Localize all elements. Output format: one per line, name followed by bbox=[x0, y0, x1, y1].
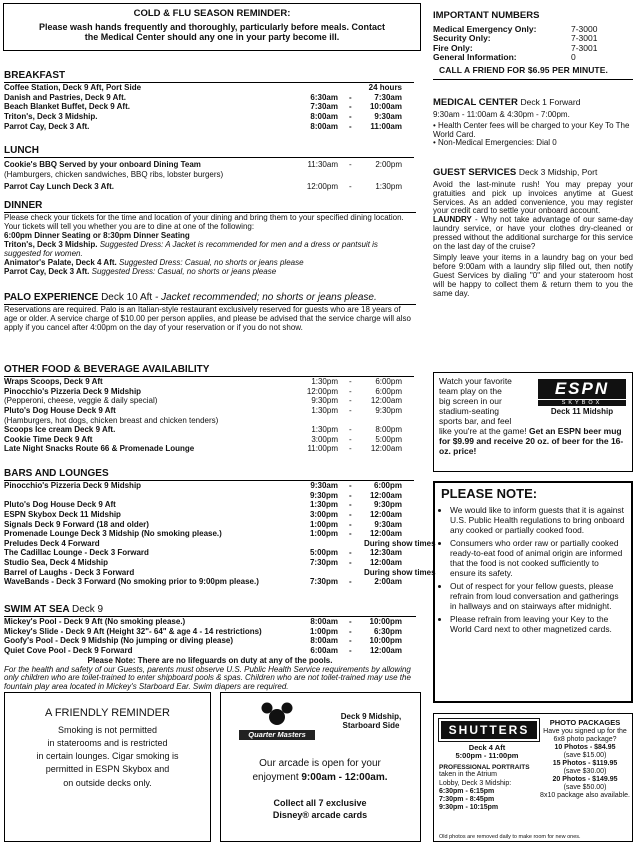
arcade-box bbox=[220, 692, 421, 842]
row-end-time: 6:00pm bbox=[375, 386, 402, 396]
guest-heading bbox=[433, 168, 633, 179]
row-end-time: 10:00pm bbox=[369, 617, 402, 627]
portraits-times bbox=[439, 788, 539, 812]
other-food-section bbox=[4, 364, 414, 455]
row-dash: - bbox=[349, 92, 352, 102]
lunch-start: 11:30am bbox=[307, 160, 338, 170]
guest-laundry bbox=[433, 216, 633, 252]
schedule-row bbox=[4, 123, 414, 133]
row-dash: - bbox=[349, 405, 352, 415]
lunch-heading: LUNCH bbox=[4, 145, 414, 158]
guest-p3: Simply leave your items in a laundry bag on your bed before 9:00am with a laundry slip filled out, then notify Guest Services by dialing "0" and your stateroom host will be happy to collect them & return them to you the same day. bbox=[433, 253, 633, 299]
palo-section bbox=[4, 292, 416, 333]
schedule-row bbox=[4, 578, 414, 588]
mickey-icon bbox=[257, 701, 297, 729]
row-dash: - bbox=[349, 636, 352, 646]
arcade-hours bbox=[221, 757, 419, 784]
friendly-line: in staterooms and is restricted bbox=[47, 738, 168, 749]
row-end-time: 6:00pm bbox=[375, 377, 402, 387]
shutters-old: Old photos are removed daily to make room for new ones. bbox=[439, 834, 581, 840]
laundry-text: - Why not take advantage of our same-day laundry service, or have your clothes dry-cleaned or pressed without the additional surcharge for this service on the last day of the cruise? bbox=[433, 215, 633, 252]
row-dash: - bbox=[349, 617, 352, 627]
row-name: Goofy's Pool - Deck 9 Midship (No jumping or diving please) bbox=[4, 636, 234, 646]
bars-rows bbox=[4, 481, 436, 588]
row-end-time: 5:00pm bbox=[375, 434, 402, 444]
row-end-time: 6:30pm bbox=[373, 626, 402, 636]
palo-deck: Deck 10 Aft bbox=[101, 292, 153, 303]
row-dash: - bbox=[349, 557, 352, 567]
number-value: 0 bbox=[571, 52, 576, 63]
row-end-time: 12:00am bbox=[369, 529, 402, 539]
row-name: WaveBands - Deck 3 Forward (No smoking prior to 9:00pm please.) bbox=[4, 577, 259, 587]
portrait-time: 7:30pm - 8:45pm bbox=[439, 795, 495, 803]
friendly-lines bbox=[5, 724, 210, 789]
row-start-time: 9:30pm bbox=[309, 490, 338, 500]
espn-logo bbox=[538, 379, 626, 417]
row-end-time: 12:00am bbox=[369, 557, 402, 567]
row-start-time: 8:00am bbox=[310, 111, 338, 121]
espn-box bbox=[433, 372, 633, 472]
espn-caption: Deck 11 Midship bbox=[550, 407, 614, 417]
number-label: Security Only: bbox=[433, 33, 491, 44]
dinner-seating: 6:00pm Dinner Seating or 8:30pm Dinner Seating bbox=[4, 231, 190, 241]
row-start-time: 7:30pm bbox=[309, 577, 338, 587]
row-name: Pluto's Dog House Deck 9 Aft bbox=[4, 405, 116, 415]
row-name: Danish and Pastries, Deck 9 Aft. bbox=[4, 92, 126, 102]
espn-lines bbox=[439, 376, 535, 426]
row-name: Wraps Scoops, Deck 9 Aft bbox=[4, 377, 103, 387]
number-row bbox=[433, 53, 633, 63]
cold-flu-reminder bbox=[3, 3, 421, 51]
row-name: Pinocchio's Pizzeria Deck 9 Midship bbox=[4, 386, 142, 396]
guest-p1: Avoid the last-minute rush! You may prepay your gratuities and pick up invoices anytime at Guest Services. As an added convenience, you may register your credit card to settle your onboard account. bbox=[433, 179, 633, 216]
arcade-collect1: Collect all 7 exclusive bbox=[273, 798, 367, 808]
reminder-title: COLD & FLU SEASON REMINDER: bbox=[133, 8, 291, 19]
row-end-time: During show times bbox=[364, 538, 436, 548]
row-start-time: 8:00am bbox=[310, 636, 338, 646]
row-dash: - bbox=[349, 386, 352, 396]
breakfast-section bbox=[4, 70, 414, 132]
row-end-time: 11:00am bbox=[370, 121, 402, 131]
medical-center bbox=[433, 98, 633, 148]
row-dash: - bbox=[349, 481, 352, 491]
important-rows bbox=[433, 25, 633, 63]
medical-heading bbox=[433, 98, 633, 109]
guest-title: GUEST SERVICES bbox=[433, 167, 517, 178]
note-item: • Out of respect for your fellow guests, please refrain from loud conversation and gatherings in hallways and on stairways after midnight. bbox=[450, 581, 625, 611]
espn-line: stadium-seating bbox=[439, 406, 500, 417]
friendly-line: on outside decks only. bbox=[63, 777, 152, 788]
package-price: 20 Photos - $149.95 bbox=[552, 775, 618, 783]
row-dash: - bbox=[349, 645, 352, 655]
lunch-sub-text: (Hamburgers, chicken sandwiches, BBQ ribs, lobster burgers) bbox=[4, 169, 224, 179]
reminder-line2: the Medical Center should any one in your party become ill. bbox=[84, 31, 340, 42]
number-label: General Information: bbox=[433, 52, 517, 63]
schedule-row bbox=[4, 482, 414, 492]
palo-note: - Jacket recommended; no shorts or jeans please. bbox=[154, 292, 377, 303]
lunch-name: Cookie's BBQ Served by your onboard Dining Team bbox=[4, 160, 201, 170]
row-end-time: 12:00am bbox=[370, 396, 402, 406]
row-name: Mickey's Slide - Deck 9 Aft (Height 32"- 64" & age 4 - 14 restrictions) bbox=[4, 626, 262, 636]
dinner-section bbox=[4, 200, 416, 277]
lunch-dash: - bbox=[349, 182, 352, 192]
arcade-location1: Deck 9 Midship, bbox=[340, 712, 402, 721]
espn-logo-text: ESPN bbox=[538, 379, 626, 399]
shutters-portraits bbox=[439, 764, 539, 812]
row-name: Promenade Lounge Deck 3 Midship (No smoking please.) bbox=[4, 529, 222, 539]
note-item: • We would like to inform guests that it is against U.S. Public Health regulations to bring onboard any cooked or partially cooked food. bbox=[450, 505, 625, 535]
row-start-time: 9:30am bbox=[310, 481, 338, 491]
row-end-time: 9:30am bbox=[374, 111, 402, 121]
reminder-line1: Please wash hands frequently and thoroughly, particularly before meals. Contact bbox=[39, 21, 385, 32]
row-start-time: 7:30am bbox=[310, 102, 338, 112]
arcade-time: 9:00am - 12:00am. bbox=[301, 771, 388, 783]
shutters-deck: Deck 4 Aft bbox=[468, 743, 506, 752]
row-start-time: 1:30pm bbox=[311, 377, 338, 387]
row-name: Beach Blanket Buffet, Deck 9 Aft. bbox=[4, 102, 130, 112]
row-start-time: 7:30pm bbox=[309, 557, 338, 567]
note-item: • Consumers who order raw or partially cooked ready-to-eat food of animal origin are informed that the food is not cooked sufficiently to ensure its safety. bbox=[450, 538, 625, 578]
laundry-title: LAUNDRY bbox=[433, 215, 472, 225]
portraits-line1: taken in the Atrium bbox=[439, 771, 497, 779]
swim-rows bbox=[4, 618, 416, 656]
row-name: Pinocchio's Pizzeria Deck 9 Midship bbox=[4, 481, 142, 491]
please-note bbox=[433, 481, 633, 703]
package-price: 15 Photos - $119.95 bbox=[552, 759, 618, 767]
row-dash: - bbox=[349, 444, 352, 454]
arcade-location bbox=[325, 713, 417, 731]
row-start-time: 9:30pm bbox=[311, 396, 338, 406]
lunch-start: 12:00pm bbox=[306, 182, 338, 192]
palo-text: Reservations are required. Palo is an Italian-style restaurant exclusively reserved for guests who are 18 years of age or older. A service charge of $10.00 per person applies, and please be advised that the service charge will also apply if you cancel after 4:00pm on the day of your reservation or if you do not show. bbox=[4, 305, 411, 333]
animators-dress: Suggested Dress: Casual, no shorts or jeans please bbox=[119, 257, 304, 267]
swim-title: SWIM AT SEA bbox=[4, 604, 70, 615]
swim-heading bbox=[4, 604, 416, 617]
schedule-row bbox=[4, 445, 414, 455]
row-dash: - bbox=[349, 519, 352, 529]
row-end-time: 9:30pm bbox=[375, 405, 402, 415]
row-start-time: 1:30pm bbox=[311, 425, 338, 435]
bars-heading: BARS AND LOUNGES bbox=[4, 468, 414, 481]
arcade-open2 bbox=[221, 771, 419, 785]
row-end-time: 12:30am bbox=[369, 548, 402, 558]
row-name: Parrot Cay, Deck 3 Aft. bbox=[4, 121, 90, 131]
espn-line: Watch your favorite bbox=[439, 376, 512, 386]
medical-b2: • Non-Medical Emergencies: Dial 0 bbox=[433, 138, 557, 148]
espn-line: big screen in our bbox=[439, 396, 502, 407]
row-start-time: 1:00pm bbox=[309, 519, 338, 529]
swim-note: Please Note: There are no lifeguards on duty at any of the pools. bbox=[87, 655, 333, 665]
arcade-open2-pre: enjoyment bbox=[252, 771, 299, 783]
lunch-name: Parrot Cay Lunch Deck 3 Aft. bbox=[4, 182, 114, 192]
row-start-time: 8:00am bbox=[310, 121, 338, 131]
row-end-time: 12:00am bbox=[369, 490, 402, 500]
row-start-time: 1:00pm bbox=[309, 626, 338, 636]
espn-tail-text: like you're at the game! bbox=[439, 426, 527, 437]
row-start-time: 6:00am bbox=[310, 645, 338, 655]
row-name: Mickey's Pool - Deck 9 Aft (No smoking please.) bbox=[4, 617, 186, 627]
important-heading: IMPORTANT NUMBERS bbox=[433, 10, 540, 21]
espn-logo-sub: SKYBOX bbox=[538, 400, 626, 406]
row-start-time: 6:30am bbox=[310, 92, 338, 102]
friendly-line: Smoking is not permitted bbox=[57, 725, 158, 736]
arcade-open1: Our arcade is open for your bbox=[259, 758, 381, 769]
package-savings: (save $15.00) bbox=[563, 751, 607, 759]
animators-name: Animator's Palate, Deck 4 Aft. bbox=[4, 257, 117, 267]
please-note-title: PLEASE NOTE: bbox=[441, 486, 538, 501]
row-end-time: 12:00am bbox=[369, 509, 402, 519]
packages-title: PHOTO PACKAGES bbox=[549, 718, 621, 727]
row-dash: - bbox=[349, 529, 352, 539]
friendly-line: permitted in ESPN Skybox and bbox=[45, 764, 170, 775]
row-start-time: 1:30pm bbox=[309, 500, 338, 510]
swim-section bbox=[4, 604, 416, 692]
breakfast-heading: BREAKFAST bbox=[4, 70, 414, 83]
row-dash: - bbox=[349, 102, 352, 112]
friendly-reminder bbox=[4, 692, 211, 842]
row-name: Barrel of Laughs - Deck 3 Forward bbox=[4, 567, 135, 577]
row-end-time: 12:00am bbox=[370, 444, 402, 454]
swim-deck: Deck 9 bbox=[71, 604, 104, 615]
medical-hours: 9:30am - 11:00am & 4:30pm - 7:00pm. bbox=[433, 109, 570, 119]
lunch-dash: - bbox=[349, 160, 352, 170]
row-start-time: 3:00pm bbox=[311, 434, 338, 444]
dinner-heading: DINNER bbox=[4, 200, 416, 213]
row-name: Preludes Deck 4 Forward bbox=[4, 538, 100, 548]
row-dash: - bbox=[349, 500, 352, 510]
tritons-name: Triton's, Deck 3 Midship. bbox=[4, 240, 98, 250]
row-dash: - bbox=[349, 509, 352, 519]
packages-list bbox=[540, 744, 630, 792]
espn-line: sports bar, and feel bbox=[439, 416, 512, 427]
row-dash: - bbox=[349, 396, 352, 406]
dinner-tritons bbox=[4, 241, 416, 259]
row-name: Late Night Snacks Route 66 & Promenade Lounge bbox=[4, 444, 195, 454]
espn-offer: Get an ESPN beer mug for $9.99 and receive 20 oz. of beer for the 16-oz. price! bbox=[439, 426, 624, 457]
row-end-time: 24 hours bbox=[368, 83, 402, 93]
please-note-list bbox=[441, 505, 625, 635]
row-dash: - bbox=[349, 490, 352, 500]
shutters-box bbox=[433, 713, 633, 842]
portrait-time: 9:30pm - 10:15pm bbox=[439, 803, 499, 811]
lunch-row bbox=[4, 183, 414, 193]
row-dash: - bbox=[349, 577, 352, 587]
arcade-collect bbox=[221, 797, 419, 821]
friendly-title: A FRIENDLY REMINDER bbox=[45, 707, 170, 719]
row-start-time: 5:00pm bbox=[309, 548, 338, 558]
shutters-logo: SHUTTERS bbox=[439, 719, 539, 741]
row-dash: - bbox=[349, 425, 352, 435]
row-name: (Pepperoni, cheese, veggie & daily special) bbox=[4, 396, 158, 406]
medical-b1: • Health Center fees will be charged to your Key To The World Card. bbox=[433, 120, 630, 139]
row-dash: - bbox=[349, 626, 352, 636]
medical-deck: Deck 1 Forward bbox=[520, 97, 581, 107]
parrot-dress: Suggested Dress: Casual, no shorts or jeans please bbox=[91, 266, 277, 276]
number-value: 7-3001 bbox=[571, 42, 598, 53]
arcade-collect2: Disney® arcade cards bbox=[272, 810, 368, 821]
row-name: (Hamburgers, hot dogs, chicken breast and chicken tenders) bbox=[4, 415, 219, 425]
row-name: Quiet Cove Pool - Deck 9 Forward bbox=[4, 645, 133, 655]
arcade-location2: Starboard Side bbox=[342, 720, 400, 730]
dinner-parrot bbox=[4, 268, 416, 277]
bars-section bbox=[4, 468, 436, 588]
guest-deck: Deck 3 Midship, Port bbox=[518, 167, 598, 177]
row-name: ESPN Skybox Deck 11 Midship bbox=[4, 509, 121, 519]
number-value: 7-3000 bbox=[571, 23, 598, 34]
row-end-time: 6:00pm bbox=[373, 481, 402, 491]
package-savings: (save $50.00) bbox=[563, 783, 607, 791]
row-name: Pluto's Dog House Deck 9 Aft bbox=[4, 500, 116, 510]
row-dash: - bbox=[349, 121, 352, 131]
shutters-hours-text: 5:00pm - 11:00pm bbox=[455, 751, 519, 761]
portraits-title: PROFESSIONAL PORTRAITS bbox=[439, 764, 530, 771]
row-name: Signals Deck 9 Forward (18 and older) bbox=[4, 519, 149, 529]
row-end-time: During show times bbox=[364, 567, 436, 577]
important-numbers bbox=[433, 11, 633, 80]
number-label: Fire Only: bbox=[433, 42, 473, 53]
medical-title: MEDICAL CENTER bbox=[433, 97, 518, 108]
row-start-time: 1:00pm bbox=[309, 529, 338, 539]
row-name: Cookie Time Deck 9 Aft bbox=[4, 434, 93, 444]
row-end-time: 9:30pm bbox=[373, 500, 402, 510]
palo-title: PALO EXPERIENCE bbox=[4, 292, 99, 303]
row-end-time: 2:00am bbox=[374, 577, 402, 587]
number-label: Medical Emergency Only: bbox=[433, 23, 537, 34]
note-item: • Please refrain from leaving your Key to the World Card next to other magnetized cards. bbox=[450, 614, 625, 634]
packages-intro: Have you signed up for the 6x8 photo package? bbox=[543, 727, 627, 743]
row-name: Coffee Station, Deck 9 Aft, Port Side bbox=[4, 83, 142, 93]
portrait-time: 6:30pm - 6:15pm bbox=[439, 787, 495, 795]
photo-packages bbox=[540, 719, 630, 800]
row-end-time: 12:00am bbox=[369, 645, 402, 655]
call-friend: CALL A FRIEND FOR $6.95 PER MINUTE. bbox=[433, 66, 633, 81]
arcade-logo: Quarter Masters bbox=[239, 730, 315, 740]
row-end-time: 10:00pm bbox=[369, 636, 402, 646]
row-dash: - bbox=[349, 434, 352, 444]
row-dash: - bbox=[349, 111, 352, 121]
espn-line: team play on the bbox=[439, 386, 502, 397]
row-start-time: 3:00pm bbox=[309, 509, 338, 519]
lunch-section bbox=[4, 145, 414, 193]
package-savings: (save $30.00) bbox=[563, 767, 607, 775]
row-name: Studio Sea, Deck 4 Midship bbox=[4, 557, 109, 567]
row-name: Triton's, Deck 3 Midship. bbox=[4, 111, 98, 121]
packages-tail: 8x10 package also available. bbox=[540, 792, 630, 799]
row-start-time: 8:00am bbox=[310, 617, 338, 627]
row-name: Scoops Ice cream Deck 9 Aft. bbox=[4, 425, 116, 435]
row-end-time: 10:00am bbox=[369, 102, 402, 112]
row-dash: - bbox=[349, 377, 352, 387]
lunch-end: 1:30pm bbox=[375, 182, 402, 192]
package-price: 10 Photos - $84.95 bbox=[554, 743, 616, 751]
friendly-line: in certain lounges. Cigar smoking is bbox=[36, 751, 179, 762]
other-food-rows bbox=[4, 378, 414, 455]
row-name: The Cadillac Lounge - Deck 3 Forward bbox=[4, 548, 149, 558]
tritons-dress: Suggested Dress: A Jacket is recommended for men and a dress or pantsuit is suggested for women. bbox=[4, 240, 378, 258]
row-dash: - bbox=[349, 548, 352, 558]
schedule-row bbox=[4, 647, 416, 657]
shutters-hours bbox=[439, 744, 535, 761]
lunch-sub bbox=[4, 171, 414, 181]
guest-services bbox=[433, 168, 633, 299]
row-start-time: 1:30pm bbox=[311, 405, 338, 415]
row-start-time: 12:00pm bbox=[306, 386, 338, 396]
row-end-time: 7:30am bbox=[374, 92, 402, 102]
number-value: 7-3001 bbox=[571, 33, 598, 44]
other-food-heading: OTHER FOOD & BEVERAGE AVAILABILITY bbox=[4, 364, 414, 377]
dinner-intro: Please check your tickets for the time and location of your dining and bring them to your specified dining location. Your tickets will tell you whether you are to dine at one of the following: bbox=[4, 213, 404, 232]
lunch-end: 2:00pm bbox=[375, 160, 402, 170]
row-start-time: 11:00pm bbox=[307, 444, 338, 454]
swim-italic: For the health and safety of our Guests, parents must observe U.S. Public Health Service requirements by allowing only children who are toilet-trained to enter shipboard pools & spas. Children who are not toilet-trained may use the fountain play area located in Mickey's Starboard Ear. Swim diapers are required. bbox=[4, 664, 411, 692]
row-end-time: 9:30am bbox=[374, 519, 402, 529]
row-end-time: 8:00pm bbox=[375, 425, 402, 435]
parrot-name: Parrot Cay, Deck 3 Aft. bbox=[4, 266, 90, 276]
palo-heading bbox=[4, 292, 416, 305]
breakfast-rows bbox=[4, 84, 414, 132]
espn-tail bbox=[439, 426, 627, 456]
portraits-line2: Lobby, Deck 3 Midship: bbox=[439, 779, 512, 787]
